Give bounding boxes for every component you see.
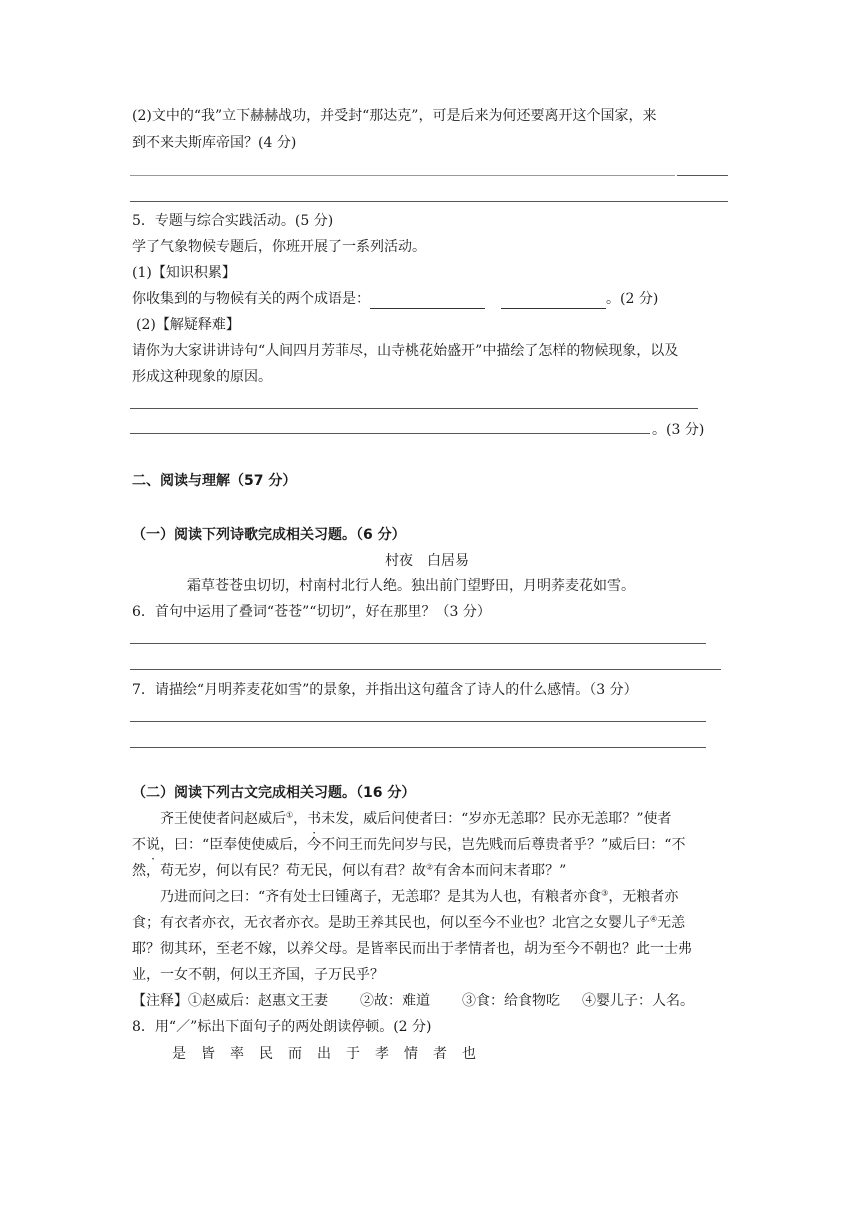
part2-title: （二）阅读下列古文完成相关习题。（16 分） (132, 785, 416, 801)
poem-text: 霜草苍苍虫切切，村南村北行人绝。独出前门望野田，月明荞麦花如雪。 (187, 578, 635, 594)
text-span: ，曰：“臣奉使使威后，今不问王而先问岁与民，岂先贱而后尊贵者乎？”威后曰：“不 (160, 837, 686, 853)
q8-char[interactable]: 者 (433, 1046, 447, 1062)
text-span: 无恙 (657, 915, 686, 931)
passage-p2-line1 (160, 887, 678, 907)
text-span: 乃进而问之曰：“齐有处士曰锺离子，无恙耶？是其为人也，有粮者亦食 (160, 889, 602, 905)
note-label: 【注释】 (132, 993, 188, 1009)
note-2: ②故：难道 (360, 993, 430, 1009)
idiom-blank-1[interactable] (370, 292, 485, 309)
q8-char[interactable]: 而 (288, 1046, 302, 1062)
q5-sub2: (2)【解疑释难】 (136, 317, 240, 333)
q8-char[interactable]: 于 (346, 1046, 360, 1062)
footnote-mark: ④ (650, 914, 658, 924)
q7: 7．请描绘“月明荞麦花如雪”的景象，并指出这句蕴含了诗人的什么感情。（3 分） (132, 682, 638, 698)
q4-2-line1: (2)文中的“我”立下赫赫战功，并受封“那达克”，可是后来为何还要离开这个国家，来 (132, 108, 657, 124)
text-span: ，无粮者亦 (608, 889, 679, 905)
passage-p1-line2 (132, 835, 685, 855)
text-span: 然，苟无岁，何以有民？苟无民，何以有君？故 (132, 863, 426, 879)
answer-line[interactable] (130, 201, 728, 202)
q5-sub1-line (132, 289, 658, 309)
poem-title: 村夜 白居易 (385, 553, 469, 569)
emphasis-char: 说 (146, 837, 160, 853)
passage-p2-line3: 耶？彻其环，至老不嫁，以养父母。是皆率民而出于孝情者也，胡为至今不朝也？此一士弗 (132, 941, 692, 957)
answer-line[interactable] (130, 643, 706, 644)
q8-char[interactable]: 孝 (375, 1046, 389, 1062)
q8-sentence[interactable] (172, 1044, 476, 1064)
note-4: ④婴儿子：人名。 (582, 993, 694, 1009)
q5-intro: 学了气象物候专题后，你班开展了一系列活动。 (132, 239, 426, 255)
text-span: 食；有衣者亦衣，无衣者亦衣。是助王养其民也，何以至今不业也？北宫之女婴儿子 (132, 915, 650, 931)
answer-line[interactable] (130, 433, 650, 434)
notes-line (132, 991, 694, 1011)
passage-p2-line4: 业，一女不朝，何以王齐国，子万民乎？ (132, 967, 384, 983)
emphasis-char: 书 (307, 811, 322, 827)
q8-char[interactable]: 皆 (201, 1046, 215, 1062)
answer-line[interactable] (130, 747, 706, 748)
section2-title: 二、阅读与理解（57 分） (132, 473, 297, 489)
q4-2-line2: 到不来夫斯库帝国？(4 分) (132, 135, 297, 151)
q5-sub1-prompt: 你收集到的与物候有关的两个成语是： (132, 291, 370, 307)
passage-p1-line3 (132, 861, 566, 881)
note-1: ①赵威后：赵惠文王妻 (188, 993, 328, 1009)
footnote-mark: ② (426, 862, 434, 872)
part1-title: （一）阅读下列诗歌完成相关习题。（6 分） (132, 527, 406, 543)
q8-char[interactable]: 是 (172, 1046, 186, 1062)
q8-char[interactable]: 也 (462, 1046, 476, 1062)
passage-p2-line2 (132, 913, 685, 933)
text-span: 未发，威后问使者曰：“岁亦无恙耶？民亦无恙耶？”使者 (321, 811, 672, 827)
q8-char[interactable]: 率 (230, 1046, 244, 1062)
idiom-blank-2[interactable] (501, 292, 606, 309)
q5-sub1: (1)【知识积累】 (132, 265, 236, 281)
q5-sub2-line1: 请你为大家讲讲诗句“人间四月芳菲尽，山寺桃花始盛开”中描绘了怎样的物候现象，以及 (132, 343, 679, 359)
footnote-mark: ① (286, 810, 294, 820)
q5-sub2-score: 。(3 分) (652, 422, 705, 438)
q8-char[interactable]: 出 (317, 1046, 331, 1062)
text-span: 齐王使使者问赵威后 (160, 811, 286, 827)
q8: 8．用“／”标出下面句子的两处朗读停顿。(2 分) (132, 1019, 432, 1035)
q5-sub1-score: 。(2 分) (606, 291, 659, 307)
answer-line[interactable] (130, 721, 706, 722)
text-span: 有舍本而问末者耶？” (433, 863, 567, 879)
q5-title: 5．专题与综合实践活动。(5 分) (132, 213, 334, 229)
text-span: ， (293, 811, 308, 827)
q6: 6．首句中运用了叠词“苍苍”“切切”，好在那里？（3 分） (132, 604, 491, 620)
footnote-mark: ③ (601, 888, 609, 898)
text-span: 不 (132, 837, 146, 853)
answer-line[interactable] (130, 669, 721, 670)
answer-line[interactable] (130, 408, 698, 409)
q8-char[interactable]: 民 (259, 1046, 273, 1062)
passage-p1-line1 (160, 809, 672, 829)
q5-sub2-line2: 形成这种现象的原因。 (132, 369, 272, 385)
note-3: ③食：给食物吃 (462, 993, 560, 1009)
q8-char[interactable]: 情 (404, 1046, 418, 1062)
answer-line[interactable] (130, 175, 675, 176)
answer-line[interactable] (677, 175, 728, 176)
